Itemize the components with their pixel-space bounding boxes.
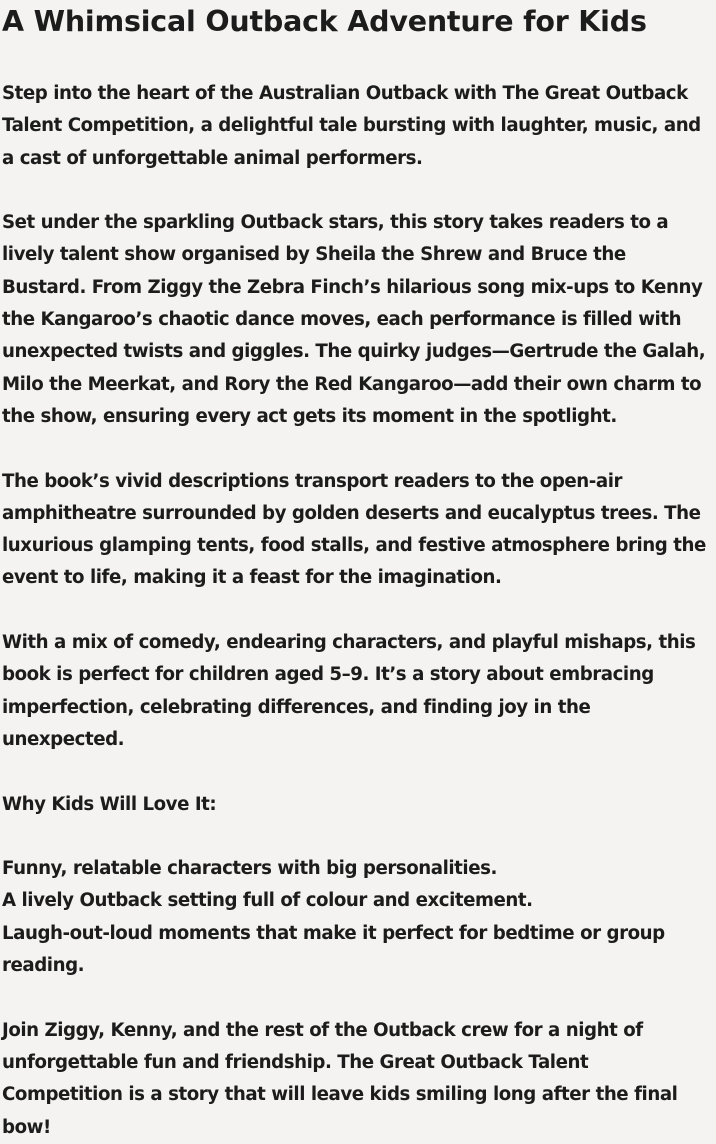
spacer <box>2 756 714 788</box>
reason-item: Laugh-out-loud moments that make it perfect for bedtime or group reading. <box>2 922 665 977</box>
descriptions-paragraph: The book’s vivid descriptions transport readers to the open-air amphitheatre surrounded by golden deserts and eucalyptus trees. The luxurious glamping tents, food stalls, and festive atmosphere bring the event to life, making it a feast for the imagination. <box>2 470 706 589</box>
spacer <box>2 433 714 465</box>
audience-paragraph: With a mix of comedy, endearing characters, and playful mishaps, this book is perfect for children aged 5–9. It’s a story about embracing imperfection, celebrating differences, and finding joy in the unexpected. <box>2 632 696 750</box>
why-heading: Why Kids Will Love It: <box>2 793 217 815</box>
spacer <box>2 595 714 627</box>
spacer <box>2 175 714 207</box>
reason-item: Funny, relatable characters with big personalities. <box>2 858 497 880</box>
page-title: A Whimsical Outback Adventure for Kids <box>2 5 647 38</box>
closing-paragraph: Join Ziggy, Kenny, and the rest of the Outback crew for a night of unforgettable fun and friendship. The Great Outback Talent Competition is a story that will leave kids smiling long after the final bow! <box>2 1019 678 1138</box>
setting-paragraph: Set under the sparkling Outback stars, this story takes readers to a lively talent show organised by Sheila the Shrew and Bruce the Bustard. From Ziggy the Zebra Finch’s hilarious song mix-ups to Kenny the Kangaroo’s chaotic dance moves, each performance is filled with unexpected twists and giggles. The quirky judges—Gertrude the Galah, Milo the Meerkat, and Rory the Red Kangaroo—add their own charm to the show, ensuring every act gets its moment in the spotlight. <box>2 212 706 427</box>
spacer <box>2 821 714 853</box>
spacer <box>2 41 714 78</box>
reasons-list <box>2 853 714 982</box>
reason-item: A lively Outback setting full of colour and excitement. <box>2 890 533 912</box>
book-description <box>2 0 714 1144</box>
spacer <box>2 982 714 1014</box>
intro-paragraph: Step into the heart of the Australian Outback with The Great Outback Talent Competition, a delightful tale bursting with laughter, music, and a cast of unforgettable animal performers. <box>2 83 701 169</box>
